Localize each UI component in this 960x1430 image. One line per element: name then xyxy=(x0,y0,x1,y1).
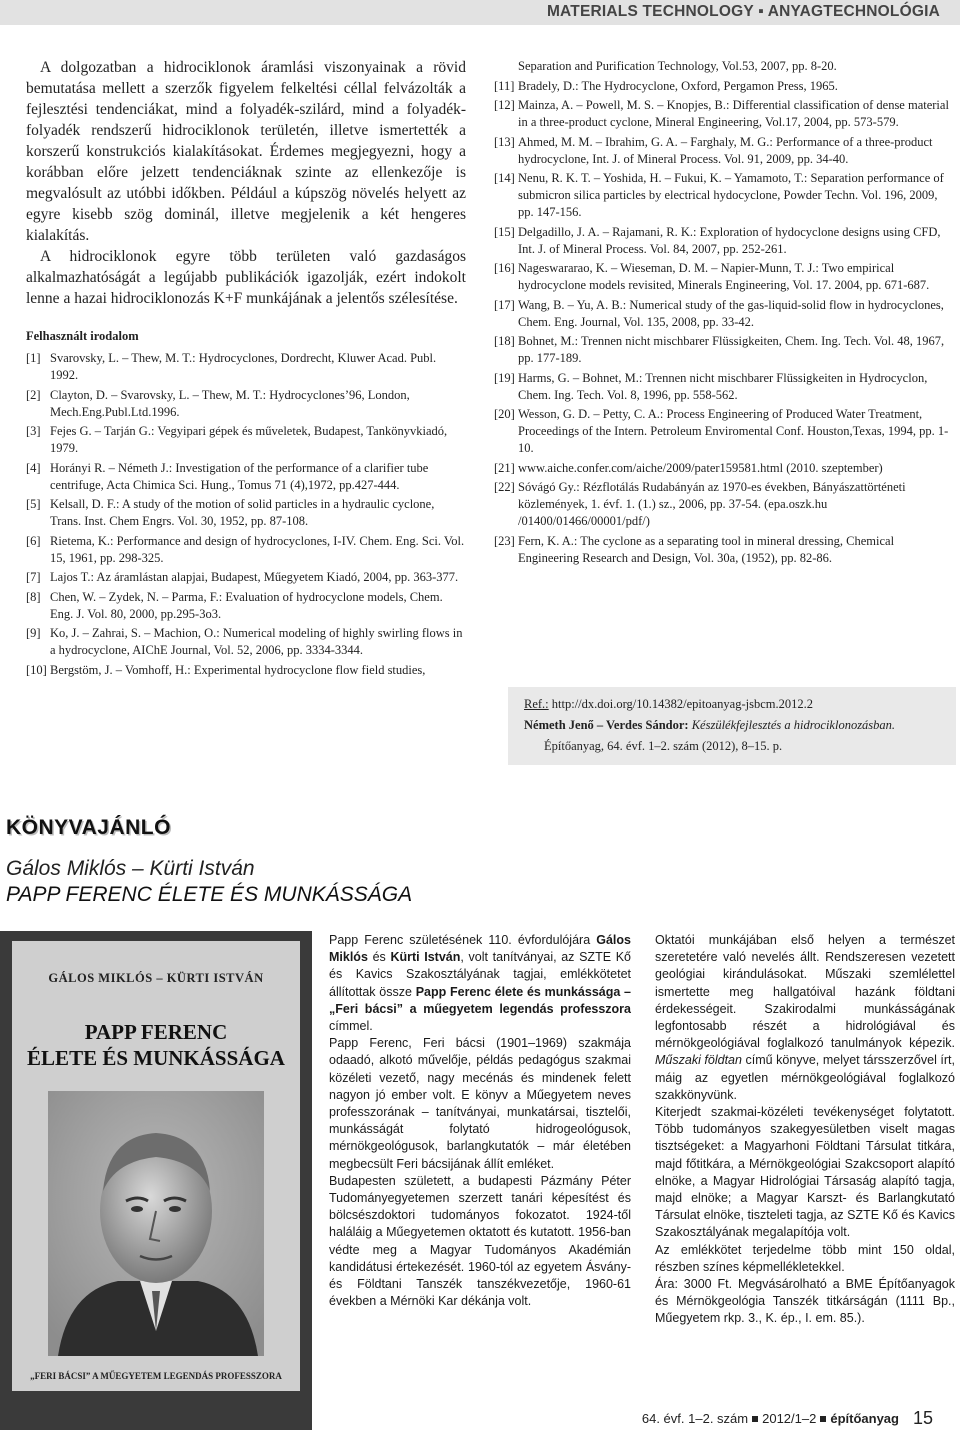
reference-item xyxy=(26,625,466,659)
reference-number: [18] xyxy=(494,334,515,348)
reference-text: Svarovsky, L. – Thew, M. T.: Hydrocyclones, Dordrecht, Kluwer Acad. Publ. 1992. xyxy=(50,351,437,382)
reference-number: [22] xyxy=(494,480,515,494)
reference-item xyxy=(494,297,956,331)
review-col2-paragraph-3: Az emlékkötet terjedelme több mint 150 oldal, részben színes képmellékletekkel. xyxy=(655,1242,955,1274)
reference-item xyxy=(494,333,956,367)
body-paragraph-2: A hidrociklonok egyre több területen való gazdaságos alkalmazhatóságát a legújabb publikációk igazolják, ezért indokolt lenne a hazai hidrociklonozás K+F munkájának a jelentős szélesítése. xyxy=(26,248,466,307)
reference-text: Harms, G. – Bohnet, M.: Trennen nicht mischbarer Flüssigkeiten in Hydrocyclon, Chem. Ing. Tech. Vol. 8, 1996, pp. 558-562. xyxy=(518,370,928,402)
review-col2-paragraph-1: Oktatói munkájában első helyen a természet szeretetére való nevelés állt. Rendszeresen vezetett geológiai kirándulásokat. Műszaki szemlélettel ismertette meg hallgatóival hazánk földtani érdekességeit. Szakirodalmi munkásságának legfontosabb részét a hidrológiával és mérnökgeológiával foglalkozó tanulmányok képezik. Műszaki földtan című könyve, melyet társszerzővel írt, máig az egyetlen mérnökgeológiával foglalkozó szakkönyvünk. xyxy=(655,933,955,1102)
reference-text: Nageswararao, K. – Wieseman, D. M. – Napier-Munn, T. J.: Two empirical hydrocyclone models revisited, Minerals Engineering, Vol. 17. 2004, pp. 671-687. xyxy=(518,261,930,292)
book-cover-image xyxy=(0,931,312,1430)
reference-number: [11] xyxy=(494,78,515,93)
reference-text: Mainza, A. – Powell, M. S. – Knopjes, B.: Differential classification of dense material in a three-product cyclone, Mineral Engineering, Vol.17, 2004, pp. 573-579. xyxy=(518,98,949,129)
reference-text: Rietema, K.: Performance and design of hydrocyclones, I-IV. Chem. Eng. Sci. Vol. 15, 1961, pp. 298-325. xyxy=(50,533,465,565)
page-footer xyxy=(642,1407,933,1428)
reference-text: Fejes G. – Tarján G.: Vegyipari gépek és műveletek, Budapest, Tankönyvkiadó, 1979. xyxy=(50,424,448,455)
cover-title-line-2: ÉLETE ÉS MUNKÁSSÁGA xyxy=(27,1046,285,1070)
left-column xyxy=(26,57,466,681)
citation-doi-line xyxy=(524,696,813,713)
cover-title-line-1: PAPP FERENC xyxy=(84,1020,228,1044)
reference-number: [8] xyxy=(26,589,41,604)
cover-title xyxy=(12,1019,300,1071)
citation-source: Építőanyag, 64. évf. 1–2. szám (2012), 8–15. p. xyxy=(544,739,783,753)
reference-number: [1] xyxy=(26,351,41,365)
book-authors: Gálos Miklós – Kürti István xyxy=(6,857,255,880)
review-col1-paragraph-3: Budapesten született, a budapesti Pázmány Péter Tudományegyetemen szerzett tanári képesítést és bölcsészdoktori tudományos fokozatot. 1924-től haláláig a Műegyetemen oktatott és kutatott. 1956-ban védte meg a Magyar Tudományos Akadémián kandidátusi értekezését. 1960-tól az egyetem Ásvány- és Földtani Tanszék tanszékvezetője, 1960-61 években a Mérnöki Kar dékánja volt. xyxy=(329,1173,631,1309)
footer-journal: építőanyag xyxy=(830,1411,899,1426)
review-col2-paragraph-2: Kiterjedt szakmai-közéleti tevékenységet folytatott. Több tudományos szakegyesületben viselt magas tisztségeket: a Magyarhoni Földtani Társulat titkára, majd főtitkára, a Mérnökgeológiai Szakcsoport alapító elnöke, a Magyar Hidrológiai Társaság alapító tagja, majd elnöke; a Magyar Karszt- és Barlangkutató Társulat elnöke, tiszteleti tagja, az SZTE Kő és Kavics Szakosztályának megalapítója volt. xyxy=(655,1105,955,1240)
reference-text: Ko, J. – Zahrai, S. – Machion, O.: Numerical modeling of highly swirling flows in a hydrocyclone, AIChE Journal, Vol. 52, 2006, pp. 3334-3344. xyxy=(50,626,463,657)
reference-item xyxy=(494,97,956,131)
reference-text: Bohnet, M.: Trennen nicht mischbarer Flüssigkeiten, Chem. Ing. Tech. Vol. 48, 1967, pp. 177-189. xyxy=(518,334,945,365)
reference-number: [16] xyxy=(494,261,515,275)
review-col2-paragraph-4: Ára: 3000 Ft. Megvásárolható a BME Építőanyagok és Mérnökgeológia Tanszék titkárságán (1111 Bp., Műegyetem rkp. 3., K. ép., I. em. 85.). xyxy=(655,1277,955,1326)
reference-item xyxy=(26,662,466,679)
reference-item xyxy=(494,170,956,221)
reference-item xyxy=(26,387,466,421)
reference-text: Ahmed, M. M. – Ibrahim, G. A. – Farghaly, M. G.: Performance of a three-product hydrocyclone, Int. J. of Mineral Process. Vol. 91, 2009, pp. 34-40. xyxy=(518,134,933,166)
reference-number: [13] xyxy=(494,134,515,149)
book-cover-page xyxy=(12,941,300,1391)
reference-text: Fern, K. A.: The cyclone as a separating tool in mineral dressing, Chemical Engineering Research and Design, Vol. 30a, (1952), pp. 82-86. xyxy=(518,533,895,565)
body-paragraph-1: A dolgozatban a hidrociklonok áramlási viszonyainak a rövid bemutatása mellett a szerzők figyelem felkeltési céllal felvázolták a fejlesztési tendenciákat, mind a folyadék-szilárd, mind a folyadék-folyadék rendszerű hidrociklonok területén, illetve ismertették a korszerű konstrukciós kialakításokat. Érdemes megjegyezni, hogy a korábban előre jelzett tendenciáknak szinte az ellenkezője is megvalósult az utóbbi időkben. Például a kúpszög növelés helyett az egyre kisebb szög dominál, illetve megjelenik a két hengeres kialakítás. xyxy=(26,59,466,244)
reference-item xyxy=(494,134,956,168)
header-bar xyxy=(0,0,960,25)
references-heading: Felhasznált irodalom xyxy=(26,329,139,343)
footer-year: 2012/1–2 xyxy=(762,1411,817,1426)
reference-number: [12] xyxy=(494,98,515,112)
reference-number: [9] xyxy=(26,626,41,640)
portrait-photo xyxy=(48,1091,264,1356)
reference-number: [15] xyxy=(494,224,515,239)
reference-continuation: Separation and Purification Technology, Vol.53, 2007, pp. 8-20. xyxy=(518,59,837,73)
review-col1-paragraph-2: Papp Ferenc, Feri bácsi (1901–1969) szakmája odaadó, alkotó művelője, példás pedagógus szakmai közéleti vezető, nagy mecénás és mindenek felett nagyon jó ember volt. E könyv a Műegyetem neves professzorának – tanítványai, munkatársai, tisztelői, munkásságát folytató hidrogeológusok, mérnökgeológusok, barlangkutatók – már életében megbecsült Feri bácsijának állít emléket. xyxy=(329,1036,631,1171)
reference-item xyxy=(494,479,956,530)
reference-text: www.aiche.confer.com/aiche/2009/pater159581.html (2010. szeptember) xyxy=(518,460,883,475)
reference-text: Bradely, D.: The Hydrocyclone, Oxford, Pergamon Press, 1965. xyxy=(518,78,838,93)
reference-item xyxy=(26,350,466,384)
book-title: PAPP FERENC ÉLETE ÉS MUNKÁSSÁGA xyxy=(6,883,413,906)
book-review-column-2 xyxy=(655,932,955,1328)
right-column xyxy=(494,58,956,569)
citation-authors-title: Németh Jenő – Verdes Sándor: Készülékfejlesztés a hidrociklonozásban. xyxy=(524,718,896,732)
reference-text: Wesson, G. D. – Petty, C. A.: Process Engineering of Produced Water Treatment, Proceedings of the Intern. Petroleum Enviromental Conf. Houston,Texas, 1994, pp. 1-10. xyxy=(518,407,949,455)
reference-number: [23] xyxy=(494,533,515,548)
reference-item xyxy=(494,78,956,95)
reference-text: Delgadillo, J. A. – Rajamani, R. K.: Exploration of hydocyclone designs using CFD, Int. J. of Mineral Process. Vol. 84, 2007, pp. 252-261. xyxy=(518,224,941,256)
reference-number: [19] xyxy=(494,370,515,385)
cover-subtitle: „FERI BÁCSI” A MŰEGYETEM LEGENDÁS PROFESSZORA xyxy=(30,1371,282,1381)
reference-item xyxy=(26,496,466,530)
review-col1-paragraph-1: Papp Ferenc születésének 110. évfordulójára Gálos Miklós és Kürti István, volt tanítványai, az SZTE Kő és Kavics Szakosztályának tagjai, emlékkötetet állítottak össze Papp Ferenc élete és munkássága – „Feri bácsi” a műegyetem legendás professzora címmel. xyxy=(329,933,631,1034)
reference-number: [7] xyxy=(26,570,41,584)
reference-item xyxy=(26,589,466,623)
footer-separator xyxy=(820,1416,826,1422)
reference-text: Wang, B. – Yu, A. B.: Numerical study of the gas-liquid-solid flow in hydrocyclones, Chem. Eng. Journal, Vol. 135, 2008, pp. 33-42. xyxy=(518,297,944,329)
reference-number: [17] xyxy=(494,297,515,312)
book-review-section-title: KÖNYVAJÁNLÓ xyxy=(6,816,171,839)
reference-item xyxy=(494,260,956,294)
reference-number: [4] xyxy=(26,460,41,475)
reference-item xyxy=(494,370,956,404)
reference-text: Chen, W. – Zydek, N. – Parma, F.: Evaluation of hydrocyclone models, Chem. Eng. J. Vol. 80, 2000, pp.295-3o3. xyxy=(50,589,443,621)
reference-number: [20] xyxy=(494,407,515,421)
footer-separator xyxy=(752,1416,758,1422)
reference-item xyxy=(26,423,466,457)
reference-number: [21] xyxy=(494,460,515,475)
reference-item xyxy=(494,406,956,457)
reference-number: [3] xyxy=(26,424,41,438)
reference-text: Sóvágó Gy.: Rézflotálás Rudabányán az 1970-es években, Bányászattörténeti közlemények, 1. évf. 1. (1.) sz., 2006, pp. 37-54. (epa.oszk.hu /01400/01466/00001/pdf/) xyxy=(518,480,906,528)
citation-box xyxy=(508,687,956,765)
reference-number: [14] xyxy=(494,171,515,185)
reference-number: [10] xyxy=(26,662,47,677)
reference-item xyxy=(26,533,466,567)
reference-number: [6] xyxy=(26,533,41,548)
book-review-column-1 xyxy=(329,932,631,1310)
references-list-right xyxy=(494,78,956,567)
citation-doi-link[interactable]: http://dx.doi.org/10.14382/epitoanyag-jsbcm.2012.2 xyxy=(551,697,813,711)
reference-text: Lajos T.: Az áramlástan alapjai, Budapest, Műegyetem Kiadó, 2004, pp. 363-377. xyxy=(50,570,459,584)
reference-number: [2] xyxy=(26,387,41,402)
footer-issue: 64. évf. 1–2. szám xyxy=(641,1411,749,1426)
cover-authors: GÁLOS MIKLÓS – KÜRTI ISTVÁN xyxy=(48,971,264,985)
reference-text: Kelsall, D. F.: A study of the motion of solid particles in a hydraulic cyclone, Trans. Inst. Chem Engrs. Vol. 30, 1952, pp. 87-108. xyxy=(50,497,435,528)
reference-text: Horányi R. – Németh J.: Investigation of the performance of a clarifier tube centrifuge, Acta Chimica Sci. Hung., Tomus 71 (4),1972, pp.427-444. xyxy=(50,460,429,492)
journal-section-title: MATERIALS TECHNOLOGY ▪ ANYAGTECHNOLÓGIA xyxy=(546,3,940,20)
reference-item xyxy=(494,460,956,477)
references-list-left xyxy=(26,350,466,679)
page-number: 15 xyxy=(912,1408,933,1428)
reference-number: [5] xyxy=(26,497,41,511)
reference-item xyxy=(494,224,956,258)
reference-text: Nenu, R. K. T. – Yoshida, H. – Fukui, K. – Yamamoto, T.: Separation performance of submicron silica particles by electrical hydocyclone, Powder Techn. Vol. 196, 2009, pp. 147-156. xyxy=(518,171,944,219)
citation-ref-label: Ref.: xyxy=(524,697,549,711)
reference-item xyxy=(494,533,956,567)
reference-text: Bergstöm, J. – Vomhoff, H.: Experimental hydrocyclone flow field studies, xyxy=(50,662,426,677)
reference-item xyxy=(26,569,466,586)
reference-item xyxy=(26,460,466,494)
reference-text: Clayton, D. – Svarovsky, L. – Thew, M. T.: Hydrocyclones’96, London, Mech.Eng.Publ.Ltd.1996. xyxy=(50,387,410,419)
